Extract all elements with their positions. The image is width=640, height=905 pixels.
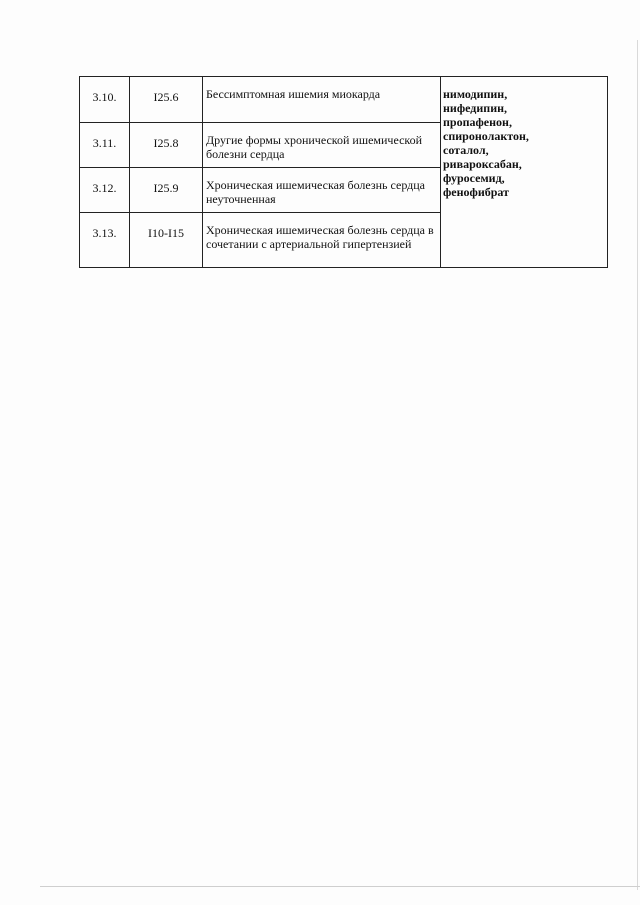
drug-item: спиронолактон, — [443, 129, 529, 143]
drug-item: нимодипин, — [443, 87, 508, 101]
diagnosis-name: Хроническая ишемическая болезнь сердца неуточненная — [203, 168, 441, 213]
drug-item: фуросемид, — [443, 171, 505, 185]
diagnosis-name: Хроническая ишемическая болезнь сердца в сочетании с артериальной гипертензией — [203, 213, 441, 268]
row-number: 3.11. — [80, 123, 130, 168]
drug-item: фенофибрат — [443, 185, 510, 199]
drug-item: пропафенон, — [443, 115, 512, 129]
table-row — [80, 77, 608, 123]
scan-edge-right — [637, 40, 638, 890]
scan-edge-bottom — [40, 886, 640, 887]
drug-list-cell — [441, 77, 608, 268]
drug-item: соталол, — [443, 143, 489, 157]
drug-item: ривароксабан, — [443, 157, 522, 171]
icd-code: I10-I15 — [130, 213, 203, 268]
row-number: 3.10. — [80, 77, 130, 123]
row-number: 3.12. — [80, 168, 130, 213]
row-number: 3.13. — [80, 213, 130, 268]
diagnosis-drug-table — [79, 76, 608, 268]
icd-code: I25.9 — [130, 168, 203, 213]
icd-code: I25.6 — [130, 77, 203, 123]
diagnosis-name: Бессимптомная ишемия миокарда — [203, 77, 441, 123]
icd-code: I25.8 — [130, 123, 203, 168]
drug-item: нифедипин, — [443, 101, 508, 115]
diagnosis-name: Другие формы хронической ишемической болезни сердца — [203, 123, 441, 168]
